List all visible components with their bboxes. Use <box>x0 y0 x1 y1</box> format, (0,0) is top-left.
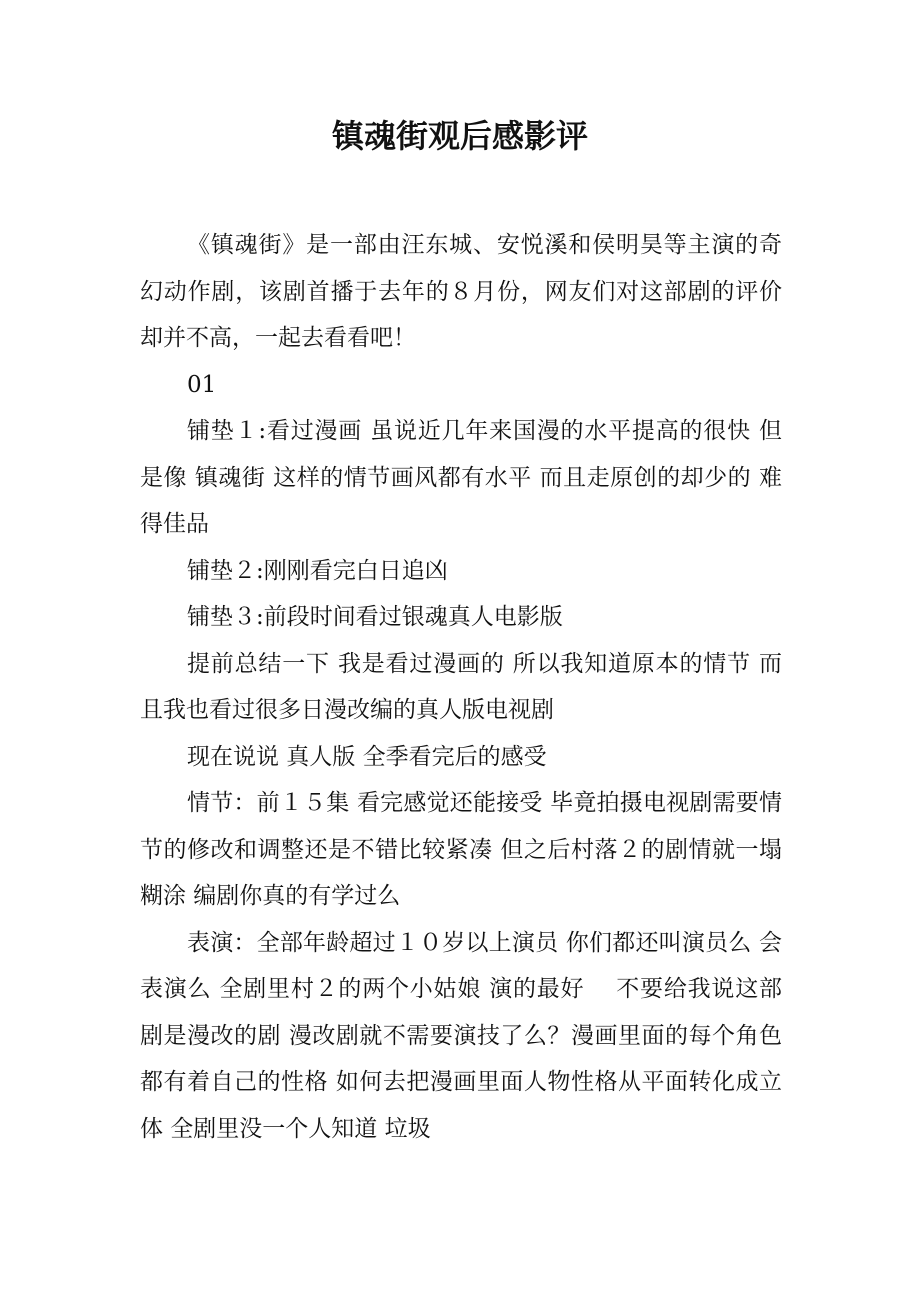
paragraph-setup-2: 铺垫２:刚刚看完白日追凶 <box>187 557 448 584</box>
document-body <box>140 222 782 1152</box>
paragraph-intro: 《镇魂街》是一部由汪东城、安悦溪和侯明昊等主演的奇幻动作剧，该剧首播于去年的８月份，网友们对这部剧的评价却并不高，一起去看看吧！ <box>140 232 782 351</box>
paragraph-section-number: 01 <box>187 371 217 398</box>
paragraph-summary: 提前总结一下 我是看过漫画的 所以我知道原本的情节 而且我也看过很多日漫改编的真人版电视剧 <box>140 650 782 723</box>
paragraph-acting: 表演：全部年龄超过１０岁以上演员 你们都还叫演员么 会表演么 全剧里村２的两个小姑娘 演的最好 不要给我说这部剧是漫改的剧 漫改剧就不需要演技了么？漫画里面的每个角色都有着自己的性格 如何去把漫画里面人物性格从平面转化成立体 全剧里没一个人知道 垃圾 <box>140 929 782 1142</box>
paragraph-feelings: 现在说说 真人版 全季看完后的感受 <box>187 743 547 770</box>
paragraph-setup-1: 铺垫１:看过漫画 虽说近几年来国漫的水平提高的很快 但是像 镇魂街 这样的情节画风都有水平 而且走原创的却少的 难得佳品 <box>140 418 782 537</box>
paragraph-setup-3: 铺垫３:前段时间看过银魂真人电影版 <box>187 604 563 630</box>
document-title: 镇魂街观后感影评 <box>331 117 588 155</box>
paragraph-plot: 情节：前１５集 看完感觉还能接受 毕竟拍摄电视剧需要情节的修改和调整还是不错比较紧凑 但之后村落２的剧情就一塌糊涂 编剧你真的有学过么 <box>140 790 782 909</box>
